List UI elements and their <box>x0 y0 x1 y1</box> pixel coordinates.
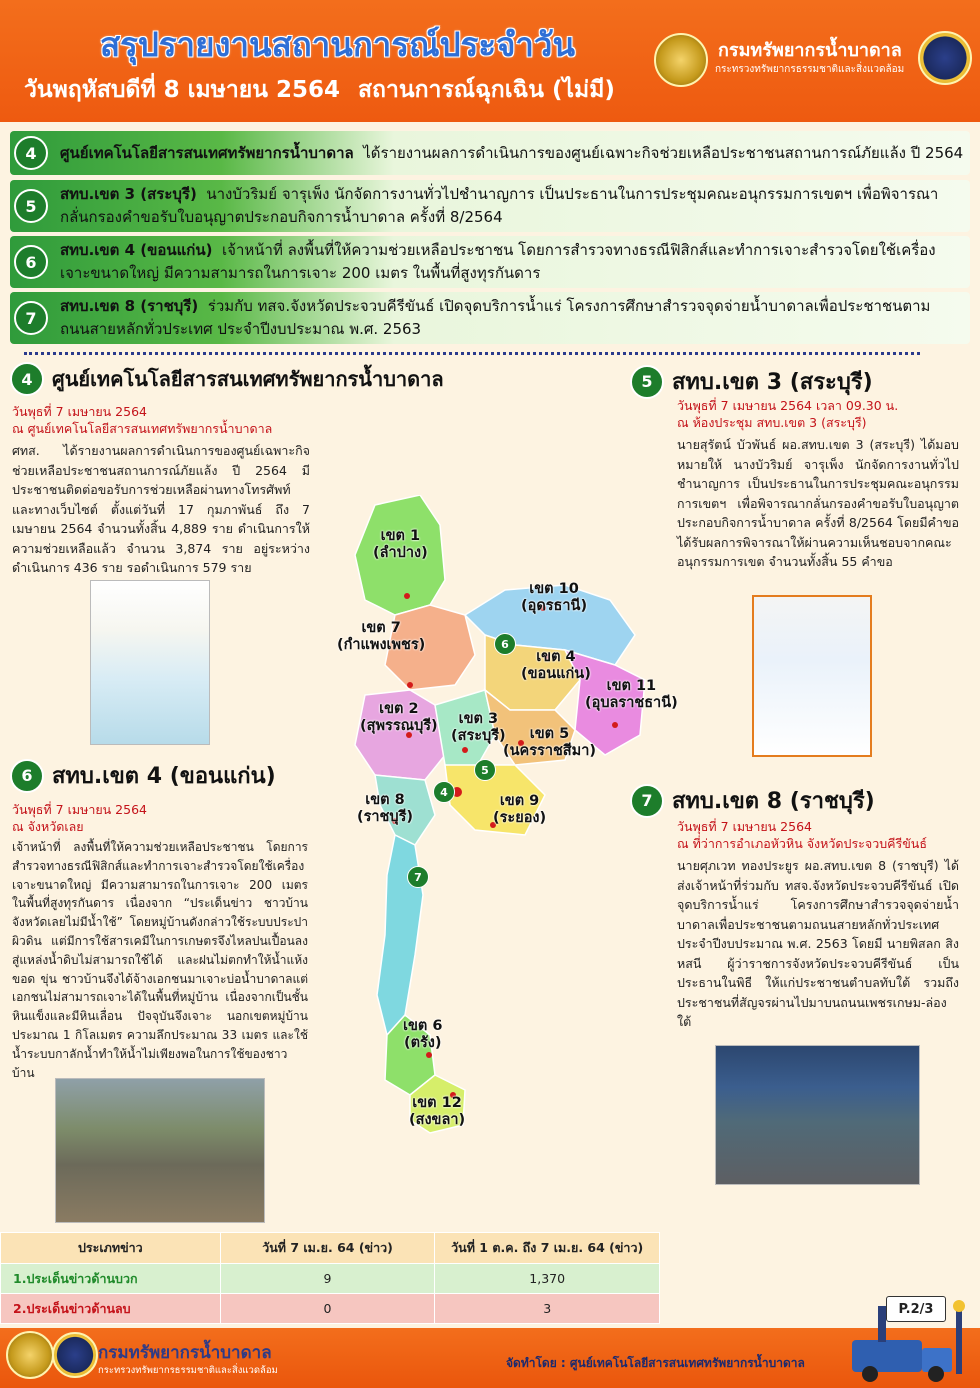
positive-label: 1.ประเด็นข่าวด้านบวก <box>1 1264 221 1294</box>
zone-1-office-dot <box>404 593 410 599</box>
section-number: 5 <box>630 365 664 399</box>
summary-number: 4 <box>14 136 48 170</box>
map-marker-6: 6 <box>494 633 516 655</box>
zone-label-5: เขต 5 (นครราชสีมา) <box>503 726 596 759</box>
zone-label-4: เขต 4 (ขอนแก่น) <box>521 649 591 682</box>
section-date: วันพุธที่ 7 เมษายน 2564 <box>12 802 147 817</box>
zone-label-1: เขต 1 (ลำปาง) <box>373 528 428 561</box>
section-6-body: เจ้าหน้าที่ ลงพื้นที่ให้ความช่วยเหลือประชาชน โดยการสำรวจทางธรณีฟิสิกส์และทำการเจาะสำรวจโดยใช้เครื่องเจาะขนาดใหญ่ มีความสามารถในการเจาะ 200 เมตร ในพื้นที่สูงทุรกันดาร เนื่องจาก “ประเด็นข่าว ชาวบ้านจังหวัดเลยไม่มีน้ำใช้” โดยหมู่บ้านดังกล่าวใช้ระบบประปาผิวดิน แต่มีการใช้สารเคมีในการเกษตรจึงไหลปนเปื้อนลงสู่แหล่งน้ำดิบไม่สามารถใช้ได้ และฝนไม่ตกทำให้น้ำแห้งขอด ขุ่น ชาวบ้านจึงได้จ้างเอกชนมาเจาะบ่อน้ำบาดาลแต่เอกชนไม่สามารถเจาะได้ในพื้นที่หมู่บ้าน เนื่องจากเป็นชั้นหินแข็งและมีหินเลื่อน ปัจจุบันจึงเจาะ นอกเขตหมู่บ้านประมาณ 1 กิโลเมตร ความลึกประมาณ 33 เมตร และใช้น้ำระบบกาลักน้ำทำให้น้ำไม่เพียงพอในการใช้ของชาวบ้าน <box>12 840 308 1080</box>
report-date: วันพฤหัสบดีที่ 8 เมษายน 2564 <box>24 77 340 103</box>
section-number: 7 <box>630 784 664 818</box>
col-range: วันที่ 1 ต.ค. ถึง 7 เม.ย. 64 (ข่าว) <box>435 1233 660 1264</box>
news-stats-table <box>0 1232 660 1324</box>
zone-label-10: เขต 10 (อุดรธานี) <box>521 581 588 614</box>
footer-org-name: กรมทรัพยากรน้ำบาดาล <box>98 1343 272 1363</box>
section-place: ณ จังหวัดเลย <box>12 819 84 834</box>
section-place: ณ ที่ว่าการอำเภอหัวหิน จังหวัดประจวบคีรีขันธ์ <box>677 836 927 851</box>
section-6-header <box>10 758 276 793</box>
table-header-row <box>1 1233 660 1264</box>
summary-lead: ศูนย์เทคโนโลยีสารสนเทศทรัพยากรน้ำบาดาล <box>60 143 354 162</box>
summary-text: นางบัวริมย์ จารุเพ็ง นักจัดการงานทั่วไปชำนาญการ เป็นประธานในการประชุมคณะอนุกรรมการเขตฯ เพื่อพิจารณากลั่นกรองคำขอรับใบอนุญาตประกอบกิจการน้ำบาดาล ครั้งที่ 8/2564 <box>60 185 939 226</box>
map-marker-7: 7 <box>407 866 429 888</box>
summary-row-7 <box>10 292 970 344</box>
summary-number: 6 <box>14 245 48 279</box>
summary-text: ร่วมกับ ทสจ.จังหวัดประจวบคีรีขันธ์ เปิดจุดบริการน้ำแร่ โครงการศึกษาสำรวจจุดจ่ายน้ำบาดาลเพื่อประชาชนตามถนนสายหลักทั่วประเทศ ประจำปีงบประมาณ พ.ศ. 2563 <box>60 297 931 338</box>
section-4-meta <box>12 403 312 437</box>
summary-row-5 <box>10 180 970 232</box>
section-7-body: นายศุภเวท ทองประยูร ผอ.สทบ.เขต 8 (ราชบุรี) ได้ส่งเจ้าหน้าที่ร่วมกับ ทสจ.จังหวัดประจวบคีรีขันธ์ เปิดจุดบริการน้ำแร่ โครงการศึกษาสำรวจจุดจ่ายน้ำบาดาลเพื่อประชาชนตามถนนสายหลักทั่วประเทศ ประจำปีงบประมาณ พ.ศ. 2563 โดยมี นายพิสลก สิงหสนี ผู้ว่าราชการจังหวัดประจวบคีรีขันธ์ เป็นประธานในพิธี ให้แก่ประชาชนตำบลทับใต้ รวมถึงประชาชนที่สัญจรผ่านไปมาบนถนนเพชรเกษม-ล่องใต้ <box>677 858 959 1029</box>
map-marker-4: 4 <box>433 781 455 803</box>
footer-org-sub: กระทรวงทรัพยากรธรรมชาติและสิ่งแวดล้อม <box>98 1365 278 1376</box>
negative-label: 2.ประเด็นข่าวด้านลบ <box>1 1294 221 1324</box>
zone-label-12: เขต 12 (สงขลา) <box>409 1095 466 1128</box>
section-5-meta <box>677 397 967 431</box>
zone-6-office-dot <box>426 1052 432 1058</box>
section-4-header <box>10 362 444 396</box>
zone-label-6: เขต 6 (ตรัง) <box>403 1018 443 1051</box>
section-title: สทบ.เขต 3 (สระบุรี) <box>672 370 873 395</box>
summary-lead: สทบ.เขต 3 (สระบุรี) <box>60 185 197 203</box>
section-title: ศูนย์เทคโนโลยีสารสนเทศทรัพยากรน้ำบาดาล <box>52 367 444 391</box>
summary-lead: สทบ.เขต 4 (ขอนแก่น) <box>60 241 213 259</box>
zone-3-office-dot <box>462 747 468 753</box>
positive-day-count: 9 <box>220 1264 435 1294</box>
positive-range-count: 1,370 <box>435 1264 660 1294</box>
section-5-body: นายสุรัตน์ บัวพันธ์ ผอ.สทบ.เขต 3 (สระบุรี) ได้มอบหมายให้ นางบัวริมย์ จารุเพ็ง นักจัดการงานทั่วไปชำนาญการ เป็นประธานในการประชุมคณะอนุกรรมการเขตฯ เพื่อพิจารณากลั่นกรองคำขอรับใบอนุญาตประกอบกิจการน้ำบาดาล ครั้งที่ 8/2564 โดยมีคำขอได้รับผลการพิจารณาให้ผ่านความเห็นชอบจากคณะอนุกรรมการเขต จำนวนทั้งสิ้น 55 คำขอ <box>677 437 959 569</box>
emergency-status: สถานการณ์ฉุกเฉิน (ไม่มี) <box>357 77 615 103</box>
section-4-body: ศทส. ได้รายงานผลการดำเนินการของศูนย์เฉพาะกิจช่วยเหลือประชาชนสถานการณ์ภัยแล้ง ปี 2564 มีประชาชนติดต่อขอรับการช่วยเหลือผ่านทางโทรศัพท์และทางเว็บไซต์ ตั้งแต่วันที่ 17 กุมภาพันธ์ ถึง 7 เมษายน 2564 จำนวนทั้งสิ้น 4,889 ราย ดำเนินการให้ความช่วยเหลือแล้ว จำนวน 3,874 ราย อยู่ระหว่างดำเนินการ 436 ราย รอดำเนินการ 579 ราย <box>12 443 310 575</box>
zone-label-8: เขต 8 (ราชบุรี) <box>357 792 414 825</box>
section-date: วันพุธที่ 7 เมษายน 2564 <box>677 819 812 834</box>
summary-number: 7 <box>14 301 48 335</box>
section-number: 4 <box>10 362 44 396</box>
map-marker-5: 5 <box>474 759 496 781</box>
table-row-positive <box>1 1264 660 1294</box>
zone-label-3: เขต 3 (สระบุรี) <box>451 711 506 744</box>
section-title: สทบ.เขต 4 (ขอนแก่น) <box>52 764 276 789</box>
section-date: วันพุธที่ 7 เมษายน 2564 <box>12 404 147 419</box>
drilling-truck-icon <box>848 1300 976 1386</box>
negative-day-count: 0 <box>220 1294 435 1324</box>
thailand-region-map <box>315 495 678 1135</box>
summary-number: 5 <box>14 189 48 223</box>
header-org-name: กรมทรัพยากรน้ำบาดาล <box>718 40 902 61</box>
department-seal-icon <box>654 33 708 87</box>
section-number: 6 <box>10 759 44 793</box>
helpdesk-infographic-image <box>90 580 210 745</box>
section-place: ณ ศูนย์เทคโนโลยีสารสนเทศทรัพยากรน้ำบาดาล <box>12 421 273 436</box>
section-divider <box>24 352 920 355</box>
footer-department-seal-icon <box>6 1331 54 1379</box>
zone-label-9: เขต 9 (ระยอง) <box>493 793 547 826</box>
negative-range-count: 3 <box>435 1294 660 1324</box>
page-subtitle <box>24 72 615 108</box>
zone-11-office-dot <box>612 722 618 728</box>
section-6-meta <box>12 801 312 835</box>
summary-text: เจ้าหน้าที่ ลงพื้นที่ให้ความช่วยเหลือประชาชน โดยการสำรวจทางธรณีฟิสิกส์และทำการเจาะสำรวจโดยใช้เครื่องเจาะขนาดใหญ่ มีความสามารถในการเจาะ 200 เมตร ในพื้นที่สูงทุรกันดาร <box>60 241 936 282</box>
zone-label-2: เขต 2 (สุพรรณบุรี) <box>360 701 438 734</box>
section-place: ณ ห้องประชุม สทบ.เขต 3 (สระบุรี) <box>677 415 867 430</box>
col-day: วันที่ 7 เม.ย. 64 (ข่าว) <box>220 1233 435 1264</box>
zone-label-7: เขต 7 (กำแพงเพชร) <box>337 620 426 653</box>
section-7-meta <box>677 818 967 852</box>
section-7-header <box>630 783 875 818</box>
summary-lead: สทบ.เขต 8 (ราชบุรี) <box>60 297 199 315</box>
drilling-field-photo <box>55 1078 265 1223</box>
zone-7-office-dot <box>407 682 413 688</box>
meeting-document-image <box>752 595 872 757</box>
zone-label-11: เขต 11 (อุบลราชธานี) <box>585 678 678 711</box>
table-row-negative <box>1 1294 660 1324</box>
col-news-type: ประเภทข่าว <box>1 1233 221 1264</box>
footer-ministry-seal-icon <box>52 1332 98 1378</box>
page-title: สรุปรายงานสถานการณ์ประจำวัน <box>100 25 576 64</box>
water-service-event-photo <box>715 1045 920 1185</box>
zone-south-shape <box>377 835 423 1035</box>
summary-row-6 <box>10 236 970 288</box>
summary-row-4 <box>10 131 970 175</box>
footer-credit: จัดทำโดย : ศูนย์เทคโนโลยีสารสนเทศทรัพยากรน้ำบาดาล <box>506 1356 805 1370</box>
section-title: สทบ.เขต 8 (ราชบุรี) <box>672 789 875 814</box>
summary-text: ได้รายงานผลการดำเนินการของศูนย์เฉพาะกิจช่วยเหลือประชาชนสถานการณ์ภัยแล้ง ปี 2564 <box>363 143 964 162</box>
header-org-sub: กระทรวงทรัพยากรธรรมชาติและสิ่งแวดล้อม <box>715 64 905 75</box>
section-5-header <box>630 364 873 399</box>
ministry-seal-icon <box>918 31 972 85</box>
section-date: วันพุธที่ 7 เมษายน 2564 เวลา 09.30 น. <box>677 398 899 413</box>
page-number: P.2/3 <box>886 1296 946 1322</box>
